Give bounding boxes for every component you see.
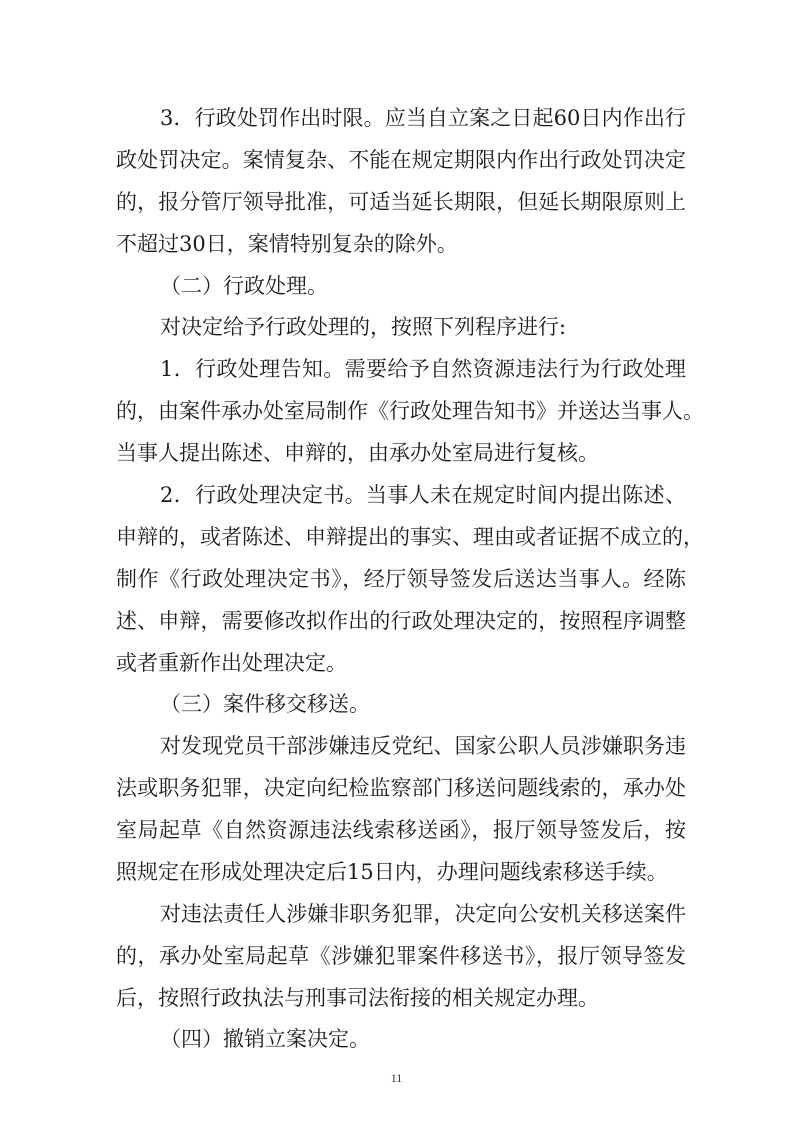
text-line: 政处罚决定。案情复杂、不能在规定期限内作出行政处罚决定: [116, 148, 686, 172]
text-line: 的，由案件承办处室局制作《行政处理告知书》并送达当事人。: [116, 399, 704, 423]
text-line: 法或职务犯罪，决定向纪检监察部门移送问题线索的，承办处: [116, 776, 686, 800]
text-line: 当事人提出陈述、申辩的，由承办处室局进行复核。: [116, 441, 599, 465]
text-line: 不超过30日，案情特别复杂的除外。: [116, 232, 458, 256]
page-number: 11: [390, 1071, 403, 1085]
text-line: 对发现党员干部涉嫌违反党纪、国家公职人员涉嫌职务违: [160, 734, 686, 758]
section-heading: （二）行政处理。: [160, 274, 328, 298]
text-line: 对决定给予行政处理的，按照下列程序进行:: [160, 315, 567, 339]
section-heading: （四）撤销立案决定。: [160, 1027, 370, 1051]
section-heading: （三）案件移交移送。: [160, 692, 370, 716]
text-line: 的，报分管厅领导批准，可适当延长期限，但延长期限原则上: [116, 190, 686, 214]
text-line: 3．行政处罚作出时限。应当自立案之日起60日内作出行: [160, 106, 686, 130]
text-line: 或者重新作出处理决定。: [116, 651, 347, 675]
text-line: 对违法责任人涉嫌非职务犯罪，决定向公安机关移送案件: [160, 902, 686, 926]
text-line: 室局起草《自然资源违法线索移送函》，报厅领导签发后，按: [116, 818, 686, 842]
text-line: 2．行政处理决定书。当事人未在规定时间内提出陈述、: [160, 483, 686, 507]
text-line: 1．行政处理告知。需要给予自然资源违法行为行政处理: [160, 357, 686, 381]
text-line: 申辩的，或者陈述、申辩提出的事实、理由或者证据不成立的，: [116, 525, 704, 549]
text-line: 述、申辩，需要修改拟作出的行政处理决定的，按照程序调整: [116, 609, 686, 633]
text-line: 制作《行政处理决定书》，经厅领导签发后送达当事人。经陈: [116, 567, 686, 591]
text-line: 照规定在形成处理决定后15日内，办理问题线索移送手续。: [116, 860, 668, 884]
text-line: 后，按照行政执法与刑事司法衔接的相关规定办理。: [116, 986, 599, 1010]
text-line: 的，承办处室局起草《涉嫌犯罪案件移送书》，报厅领导签发: [116, 944, 686, 968]
